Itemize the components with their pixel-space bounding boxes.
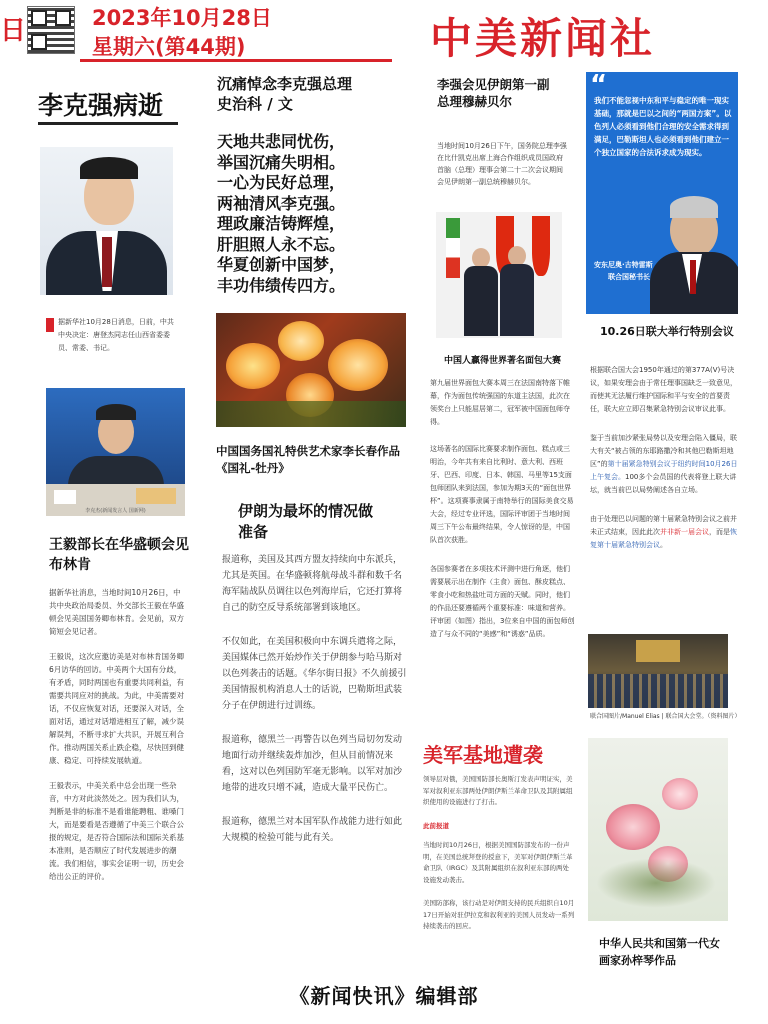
un-paragraph: 根据联合国大会1950年通过的第377A(V)号决议，如果安理会由于常任理事国缺乏一致意见，而使其无法履行维护国际和平与安全的首要责任，联大应立即召集紧急特别会议审议此事。 [590,366,737,413]
flower-painting [588,738,728,921]
col1-paragraph: 王毅说，这次应邀访美是对布林肯国务卿6月访华的回访。中美两个大国有分歧，有矛盾，同时两国也有重要共同利益，有需要共同应对的挑战。为此，中美需要对话，不仅应恢复对话，还要深入对话，全面对话，通过对话增进相互了解，减少误解误判，不断寻求扩大共识，开展互利合作。推动两国关系止跌企稳，尽快回到健康、稳定、可持续发展轨道。 [49,652,184,765]
peony-painting [216,313,406,427]
un-p3-highlight: 恢复第十届紧急特别会议 [590,528,737,549]
bread-award-title: 中国人赢得世界著名面包大赛 [444,356,562,366]
iran-paragraph: 不仅如此，在美国积极向中东调兵遣将之际，美国媒体已然开始炒作关于伊朗参与哈马斯对以色列袭击的话题。《华尔街日报》不久前援引美国情报机构消息人士的话说，巴勒斯坦武装分子在伊朗进行过训练。 [222,637,407,711]
flower-caption: 中华人民共和国第一代女画家孙梓琴作品 [599,937,720,967]
col1-caption: 据新华社10月28日消息，日前，中共中央决定：唐登杰同志任山西省委委员、常委、书记。 [58,318,174,352]
edge-mark: 日 [0,16,27,46]
col1-headline: 李克强病逝 [38,91,164,120]
col1-headline-box [38,86,178,125]
iran-body [222,552,408,846]
poem-line: 举国沉痛失明相。 [217,152,346,172]
issue-weekday: 星期六(第44期) [92,35,246,59]
speaker-photo-caption: 李克杰(新闻发言人 国新网) [85,508,146,514]
un-meeting-headline: 10.26日联大举行特别会议 [600,325,734,338]
iran-paragraph: 报道称，德黑兰一再警告以色列当局切勿发动地面行动并继续轰炸加沙，但从目前情况来看，这对以色列国防军毫无影响。以军对加沙地带的进攻只增不减，造成大量平民伤亡。 [222,735,403,793]
un-photo-caption: 联合国图片/Manuel Elias | 联合国大会堂。（资料图片） [590,713,741,720]
meeting-photo [436,212,562,338]
guterres-quote: 我们不能忽视中东和平与稳定的唯一现实基础，那就是巴以之间的“两国方案”。以色列人必须看到他们合理的安全需求得到满足，巴勒斯坦人也必须看到他们建立一个独立国家的合法诉求成为现实。 [594,96,732,157]
header-bar [80,59,392,62]
col1-paragraph: 据新华社消息，当地时间10月26日，中共中央政治局委员、外交部长王毅在华盛顿会见美国国务卿布林肯。会见前，双方简短会见记者。 [49,588,184,636]
un-p3-text: 。 [660,541,667,549]
qr-code [27,6,75,54]
un-p2-text: 鉴于当前加沙紧张局势以及安理会陷入僵局，联大有关“被占领的东耶路撒冷和其他巴勒斯坦地区”的 [590,434,737,468]
poem-title-line1: 沉痛悼念李克强总理 [217,75,353,93]
us-base-paragraph: 美国防部称，该行动是对伊朗支持的民兵组织自10月17日开始对驻伊拉克和叙利亚的美国人员发动一系列持续袭击的回应。 [423,899,575,930]
guterres-name: 安东尼奥·古特雷斯 [594,261,653,269]
poem-title [217,74,432,114]
un-assembly-photo [588,634,728,708]
un-meeting-body [590,364,742,552]
un-paragraph [590,513,742,552]
poem-line: 两袖清风李克强。 [217,193,346,213]
guterres-quote-card [586,72,738,314]
un-p3-text: 由于处理巴以问题的第十届紧急特别会议之前并未正式结束，因此此次 [590,515,737,536]
painting-caption: 中国国务国礼特供艺术家李长春作品《国礼-牡丹》 [216,444,400,475]
us-base-paragraph: 领导层对俄，美国国防部长奥斯汀发表声明证实，美军对叙利亚东部两处伊朗伊斯兰革命卫队及其附属组织使用的设施进行了打击。 [423,775,573,806]
iran-paragraph: 报道称，德黑兰对本国军队作战能力进行如此大规模的检验可能与此有关。 [222,817,403,843]
poem-line: 肝胆照人永不忘。 [217,234,346,254]
us-base-paragraph: 当地时间10月26日，根据美国国防部发布的一份声明，在美国总统拜登的授意下，美军对伊朗伊斯兰革命卫队（IRGC）及其附属组织在叙利亚东部的两处设施发动袭击。 [423,841,573,884]
poem-line: 一心为民好总理， [217,173,346,192]
li-keqiang-photo [40,147,173,295]
us-base-headline: 美军基地遭袭 [423,743,543,767]
bread-award-body [430,377,575,641]
poem-author: 史治科 / 文 [217,95,293,113]
issue-date: 2023年10月28日 [92,6,272,30]
un-p2-text: 100多个会员国的代表将登上联大讲坛，就当前巴以局势阐述各自立场。 [590,473,737,494]
poem-line: 华夏创新中国梦， [217,255,346,274]
us-base-body [423,774,575,933]
bread-paragraph: 各国参赛者在多项技术评测中进行角逐，他们需要展示出在制作（主食）面包、酥皮糕点、零食小吃和热盐吐司方面的天赋。同时，他们的作品还要遵循两个重要标准：味道和营养。评审团（如图）指出，3位来自中国的面包师创造了与众不同的“美感”和“诱惑”品质。 [430,565,575,638]
un-p2-highlight: 第十届紧急特别会议于纽约时间10月26日上午复会。 [590,460,738,481]
li-qiang-headline: 李强会见伊朗第一副总理穆赫贝尔 [437,77,550,109]
un-p3-text: ，而是 [709,528,730,536]
col1-headline2: 王毅部长在华盛顿会见布林肯 [49,537,189,573]
speaker-photo [46,388,185,516]
poem [217,132,432,296]
bread-paragraph: 第九届世界面包大赛本周三在法国南特落下帷幕，作为面包传统强国的东道主法国，此次在领奖台上只能屈居第二，冠军被中国面包师夺得。 [430,379,570,426]
bread-paragraph: 这场著名的国际比赛要求制作面包、糕点或三明治，今年共有来自比利时、意大利、西班牙、巴西、印度、日本、韩国、马里等15支面包师团队来到法国，参加为期3天的“面包世界杯”。这项赛事隶属于南特举行的国际美食交易大会，经过专业评选，国际评审团于当地时间周三下午公布最终结果，令人惊讶的是，中国队首次获胜。 [430,445,574,544]
poem-line: 理政廉洁铸辉煌， [217,214,346,233]
col1-body [49,586,187,895]
footer-editorial: 《新闻快讯》编辑部 [289,984,479,1008]
quote-mark-icon: “ [590,72,608,100]
li-qiang-intro: 当地时间10月26日下午，国务院总理李强在比什凯克出席上海合作组织成员国政府首脑（总理）理事会第二十二次会议期间会见伊朗第一副总统穆赫贝尔。 [437,142,567,186]
un-p3-highlight: 并非新一届会议 [660,528,709,536]
guterres-title: 联合国秘书长 [608,273,650,281]
iran-paragraph: 报道称，美国及其西方盟友持续向中东派兵，尤其是英国。在华盛顿将航母战斗群和数千名海军陆战队员调往以色列海岸后，它还打算将自己的防空反导系统部署到该地区。 [222,555,403,613]
us-base-label: 此前报道 [423,821,449,830]
poem-line: 丰功伟绩传四方。 [217,275,346,295]
col1-paragraph: 王毅表示，中美关系中总会出现一些杂音，中方对此淡然处之。因为我们认为，判断是非的标准不是看谁能聘粗、谁嗓门大，而是要看是否遵循了中美三个联合公报的规定，是否符合国际法和国际关系基本准则，是否顺应了时代发展进步的潮流。我们相信，事实会证明一切，历史会给出公正的评价。 [49,781,184,881]
masthead: 中美新闻社 [430,14,656,63]
poem-line: 天地共悲同忧伤， [217,132,346,151]
un-paragraph [590,432,742,497]
iran-headline: 伊朗为最坏的情况做准备 [238,502,374,541]
col1-caption-marker [46,318,54,332]
